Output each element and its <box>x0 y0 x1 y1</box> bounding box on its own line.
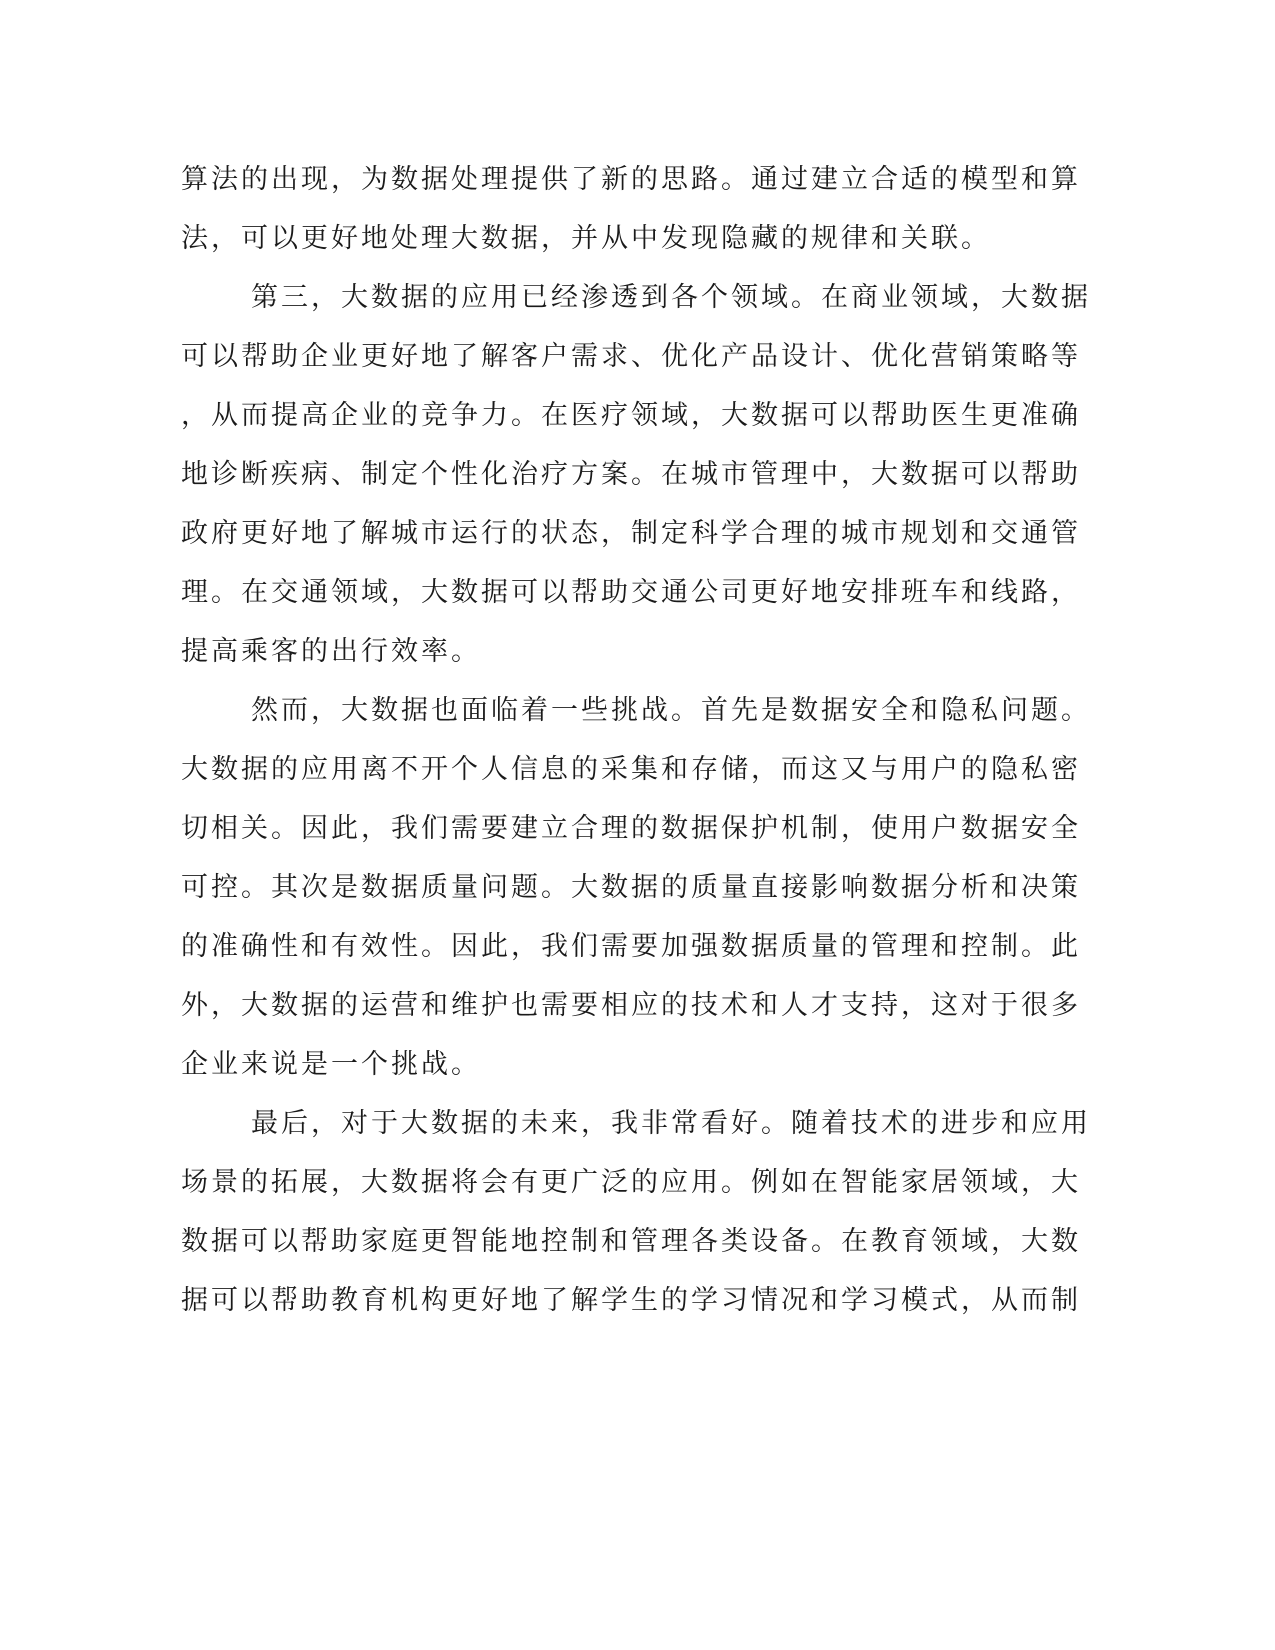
text-line: 大数据的应用离不开个人信息的采集和存储，而这又与用户的隐私密 <box>181 754 1081 785</box>
text-line: 理。在交通领域，大数据可以帮助交通公司更好地安排班车和线路， <box>181 577 1081 608</box>
text-line: 法，可以更好地处理大数据，并从中发现隐藏的规律和关联。 <box>181 223 991 254</box>
text-line: 企业来说是一个挑战。 <box>181 1049 481 1080</box>
text-line: 的准确性和有效性。因此，我们需要加强数据质量的管理和控制。此 <box>181 931 1081 962</box>
text-line: ，从而提高企业的竞争力。在医疗领域，大数据可以帮助医生更准确 <box>181 400 1081 431</box>
text-line: 外，大数据的运营和维护也需要相应的技术和人才支持，这对于很多 <box>181 990 1081 1021</box>
paragraph-start-line: 最后，对于大数据的未来，我非常看好。随着技术的进步和应用 <box>251 1108 1091 1139</box>
text-line: 地诊断疾病、制定个性化治疗方案。在城市管理中，大数据可以帮助 <box>181 459 1081 490</box>
text-line: 可控。其次是数据质量问题。大数据的质量直接影响数据分析和决策 <box>181 872 1081 903</box>
paragraph-start-line: 然而，大数据也面临着一些挑战。首先是数据安全和隐私问题。 <box>251 695 1091 726</box>
text-line: 场景的拓展，大数据将会有更广泛的应用。例如在智能家居领域，大 <box>181 1167 1081 1198</box>
text-line: 算法的出现，为数据处理提供了新的思路。通过建立合适的模型和算 <box>181 164 1081 195</box>
text-line: 数据可以帮助家庭更智能地控制和管理各类设备。在教育领域，大数 <box>181 1226 1081 1257</box>
text-line: 据可以帮助教育机构更好地了解学生的学习情况和学习模式，从而制 <box>181 1285 1081 1316</box>
text-line: 政府更好地了解城市运行的状态，制定科学合理的城市规划和交通管 <box>181 518 1081 549</box>
text-line: 切相关。因此，我们需要建立合理的数据保护机制，使用户数据安全 <box>181 813 1081 844</box>
text-line: 可以帮助企业更好地了解客户需求、优化产品设计、优化营销策略等 <box>181 341 1081 372</box>
text-line: 提高乘客的出行效率。 <box>181 636 481 667</box>
paragraph-start-line: 第三，大数据的应用已经渗透到各个领域。在商业领域，大数据 <box>251 282 1091 313</box>
